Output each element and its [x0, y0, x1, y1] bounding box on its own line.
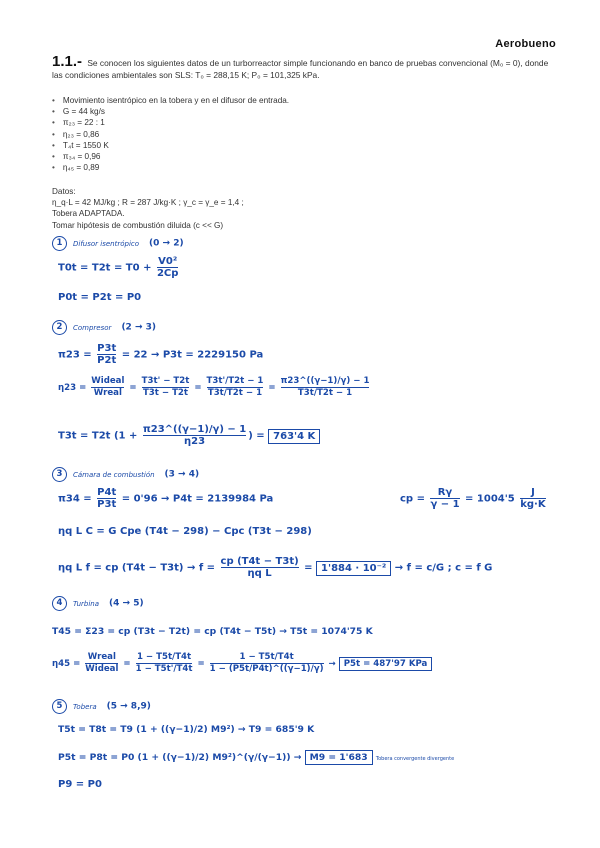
denominator: P2t: [97, 355, 117, 366]
result-box: M9 = 1'683: [305, 750, 373, 765]
section-number: 4: [52, 596, 67, 611]
equation-text: ) =: [248, 430, 265, 442]
numerator: T3t'/T2t − 1: [206, 376, 264, 386]
denominator: 2Cp: [156, 268, 179, 279]
denominator: T3t/T2t − 1: [207, 388, 263, 398]
numerator: 1 − T5t/T4t: [136, 652, 192, 662]
numerator: Wreal: [87, 652, 116, 662]
denominator: 1 − T5t'/T4t: [135, 664, 193, 674]
denominator: Wideal: [85, 664, 119, 674]
equation-text: η23 =: [58, 383, 87, 393]
section-title: Compresor: [73, 323, 112, 332]
section-range: (0 → 2): [149, 238, 184, 249]
list-item: • G = 44 kg/s: [52, 106, 532, 117]
equation-text: T0t = T2t = T0 +: [58, 262, 152, 274]
list-item: • π₂₃ = 22 : 1: [52, 117, 532, 128]
equation-text: = 0'96 → P4t = 2139984 Pa: [121, 493, 274, 505]
section-number: 3: [52, 467, 67, 482]
datos-line: η_q·L = 42 MJ/kg ; R = 287 J/kg·K ; γ_c = γ_e = 1,4 ;: [52, 198, 244, 208]
equation-stagnation-pressure: P0t = P2t = P0: [58, 292, 142, 303]
numerator: P3t: [97, 343, 117, 354]
section-title: Cámara de combustión: [73, 470, 155, 479]
equation-compressor-pressure-ratio: [58, 343, 263, 366]
section-range: (3 → 4): [164, 469, 200, 480]
equation-text: →: [328, 659, 336, 669]
equation-combustor-pressure-ratio: [58, 487, 273, 510]
list-item: • η₂₃ = 0,86: [52, 129, 532, 140]
equation-text: → f = c/G ; c = f G: [394, 562, 493, 574]
datos-label: Datos:: [52, 187, 76, 196]
fraction: [430, 487, 459, 510]
list-item: • Movimiento isentrópico en la tobera y en el difusor de entrada.: [52, 95, 532, 106]
equation-text: π34 =: [58, 493, 92, 505]
document-header: Aerobueno: [495, 38, 556, 50]
numerator: π23^((γ−1)/γ) − 1: [142, 424, 247, 435]
numerator: T3t' − T2t: [141, 376, 190, 386]
problem-statement: [52, 53, 552, 81]
fraction: [221, 556, 299, 579]
numerator: P4t: [97, 487, 117, 498]
section-heading-difusor: [52, 236, 184, 251]
section-title: Difusor isentrópico: [73, 239, 140, 248]
fraction: [281, 376, 370, 399]
numerator: π23^((γ−1)/γ) − 1: [280, 376, 370, 386]
section-range: (5 → 8,9): [106, 701, 151, 712]
equation-specific-heat: [400, 487, 548, 510]
equation-stagnation-temperature: [58, 256, 180, 279]
section-title: Tobera: [73, 702, 97, 711]
equation-turbine-efficiency: η45 = $\frac{\text{Wreal}}{\text{Wideal}}$ = $\frac{1 - T5t/T4t}{1 - T5t'/T4t}$ = $\frac{1 - T5t/T4t}{1 - (P5t/P4t)\^{}((\gamma-1)/\gamma)}$ → P5t = 487'97 KPa: [52, 652, 432, 675]
fraction: [207, 376, 264, 399]
equation-nozzle-temperature: T5t = T8t = T9 (1 + ((γ−1)/2) M9²) → T9 = 685'9 K: [58, 724, 315, 735]
section-heading-camara-combustion: [52, 467, 199, 482]
annotation-note: Tobera convergente divergente: [375, 756, 455, 762]
equation-text: cp =: [400, 493, 425, 505]
result-box: 1'884 · 10⁻²: [316, 561, 391, 576]
equation-fuel-ratio: [58, 556, 492, 579]
result-box: P5t = 487'97 KPa: [339, 657, 433, 671]
equation-text: η45 =: [52, 659, 81, 669]
equation-text: P5t = P8t = P0 (1 + ((γ−1)/2) M9²)^(γ/(γ−1)) →: [58, 752, 302, 763]
numerator: cp (T4t − T3t): [220, 556, 299, 567]
fraction: [142, 376, 190, 399]
denominator: Wreal: [91, 387, 124, 399]
equation-compressor-efficiency: η23 = $\frac{\text{Wideal}}{\text{Wreal}}$ = $\frac{T3t' - T2t}{T3t - T2t}$ = $\frac{T3t'/T2t - 1}{T3t/T2t - 1}$ = $\frac{\pi 23\^{}((\gamma-1)/\gamma) - 1}{T3t/T2t - 1}$: [58, 376, 370, 398]
section-title: Turbina: [73, 599, 100, 608]
denominator: kg·K: [520, 499, 546, 510]
datos-line: Tomar hipótesis de combustión diluida (c << G): [52, 220, 224, 230]
problem-text: Se conocen los siguientes datos de un turborreactor simple funcionando en banco de pruebas convencional (M₀ = 0), donde las condiciones ambientales son SLS: T₀ = 288,15 K; P₀ = 101,325 kPa.: [52, 58, 549, 80]
fraction: [97, 487, 116, 510]
section-number: 1: [52, 236, 67, 251]
numerator: Rγ: [437, 487, 453, 498]
section-range: (4 → 5): [109, 598, 144, 609]
denominator: P3t: [97, 499, 117, 510]
fraction: [520, 487, 545, 510]
equation-text: = 22 → P3t = 2229150 Pa: [121, 349, 264, 361]
fraction: [210, 652, 324, 675]
datos-line: Tobera ADAPTADA.: [52, 209, 125, 219]
problem-number: 1.1.-: [52, 53, 83, 70]
equation-text: ηq L f = cp (T4t − T3t) → f =: [58, 562, 216, 574]
equation-energy-balance: ηq L C = G Cpe (T4t − 298) − Cpc (T3t − 298): [58, 526, 312, 537]
equation-nozzle-pressure: [58, 752, 454, 763]
equation-text: T3t = T2t (1 +: [58, 430, 138, 442]
section-heading-turbina: [52, 596, 144, 611]
numerator: Wideal: [91, 376, 125, 386]
section-number: 2: [52, 320, 67, 335]
equation-exit-pressure: P9 = P0: [58, 779, 102, 790]
section-number: 5: [52, 699, 67, 714]
fraction: [143, 424, 246, 447]
numerator: V0²: [158, 256, 178, 267]
section-heading-compresor: [52, 320, 156, 335]
denominator: ηq L: [221, 567, 299, 579]
denominator: T3t − T2t: [142, 388, 189, 398]
fraction: [85, 652, 118, 675]
section-range: (2 → 3): [121, 322, 156, 333]
numerator: J: [531, 487, 535, 498]
equation-compressor-outlet-temperature: [58, 424, 320, 447]
fraction: [91, 376, 124, 399]
numerator: 1 − T5t/T4t: [239, 652, 294, 662]
list-item: • π₃₄ = 0,96: [52, 151, 532, 162]
given-data-list: [52, 95, 532, 173]
equation-text: =: [304, 562, 313, 574]
fraction: [97, 343, 116, 366]
result-box: 763'4 K: [268, 429, 320, 444]
datos-block: [52, 186, 552, 231]
equation-turbine-work: T45 = Σ23 = cp (T3t − T2t) = cp (T4t − T5t) → T5t = 1074'75 K: [52, 626, 373, 637]
equation-text: π23 =: [58, 349, 92, 361]
denominator: T3t/T2t − 1: [281, 387, 370, 399]
denominator: 1 − (P5t/P4t)^((γ−1)/γ): [209, 664, 324, 674]
equation-text: = 1004'5: [465, 493, 515, 505]
list-item: • T₄t = 1550 K: [52, 140, 532, 151]
fraction: [157, 256, 178, 279]
list-item: • η₄₅ = 0,89: [52, 162, 532, 173]
denominator: γ − 1: [430, 499, 460, 510]
fraction: [136, 652, 193, 675]
denominator: η23: [143, 435, 246, 447]
section-heading-tobera: [52, 699, 151, 714]
